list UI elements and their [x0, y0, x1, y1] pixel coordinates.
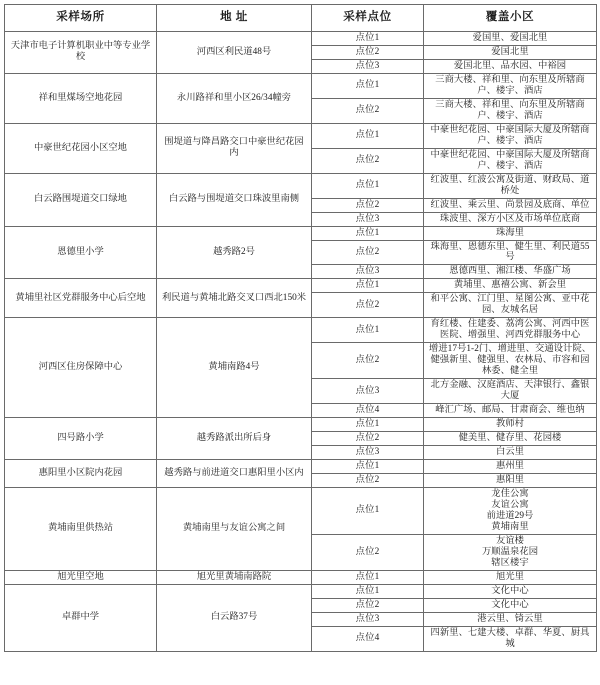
- sampling-point-cell: 点位1: [312, 73, 424, 98]
- table-row: [5, 73, 597, 98]
- column-header-place: 采样场所: [5, 5, 157, 32]
- sampling-place-cell: 卓群中学: [5, 584, 157, 651]
- sampling-point-cell: 点位3: [312, 59, 424, 73]
- coverage-community-cell: 北方金融、汉庭酒店、天津银行、鑫银大厦: [424, 379, 597, 404]
- coverage-community-cell: 文化中心: [424, 584, 597, 598]
- column-header-address: 地 址: [157, 5, 312, 32]
- coverage-community-cell: 爱国北里: [424, 45, 597, 59]
- sampling-point-cell: 点位3: [312, 379, 424, 404]
- coverage-community-cell: [424, 487, 597, 534]
- table-row: [5, 226, 597, 240]
- coverage-community-cell: 黄埔里、惠禧公寓、新会里: [424, 279, 597, 293]
- address-cell: 越秀路与前进道交口惠阳里小区内: [157, 459, 312, 487]
- sampling-point-cell: 点位1: [312, 459, 424, 473]
- sampling-point-cell: 点位2: [312, 198, 424, 212]
- coverage-community-cell: 和平公寓、江门里、星图公寓、亚中花园、友城名居: [424, 293, 597, 318]
- address-cell: 白云路与围堤道交口珠波里南侧: [157, 173, 312, 226]
- address-cell: 旭光里黄埔南路院: [157, 570, 312, 584]
- table-row: [5, 584, 597, 598]
- coverage-community-cell: 白云里: [424, 446, 597, 460]
- sampling-point-cell: 点位2: [312, 240, 424, 265]
- coverage-community-cell: 健美里、健存里、花园楼: [424, 432, 597, 446]
- address-cell: 黄埔南路4号: [157, 318, 312, 418]
- sampling-point-cell: 点位3: [312, 265, 424, 279]
- sampling-point-cell: 点位3: [312, 612, 424, 626]
- table-header: [5, 5, 597, 32]
- coverage-community-cell: 港云里、锜云里: [424, 612, 597, 626]
- sampling-point-cell: 点位1: [312, 487, 424, 534]
- sampling-point-cell: 点位2: [312, 473, 424, 487]
- sampling-point-cell: 点位1: [312, 584, 424, 598]
- address-cell: 白云路37号: [157, 584, 312, 651]
- address-cell: 永川路祥和里小区26/34幢旁: [157, 73, 312, 123]
- sampling-place-cell: 旭光里空地: [5, 570, 157, 584]
- column-header-coverage: 覆盖小区: [424, 5, 597, 32]
- coverage-community-cell: 育红楼、住建委、荔湾公寓、河西中医医院、增强里、河西党群服务中心: [424, 318, 597, 343]
- column-header-point: 采样点位: [312, 5, 424, 32]
- coverage-community-cell: 惠阳里: [424, 473, 597, 487]
- sampling-place-cell: 黄埔南里供热站: [5, 487, 157, 570]
- sampling-point-cell: 点位2: [312, 432, 424, 446]
- sampling-place-cell: 河西区住房保障中心: [5, 318, 157, 418]
- coverage-line: 龙佳公寓: [491, 488, 529, 499]
- sampling-point-cell: 点位1: [312, 570, 424, 584]
- table-row: [5, 570, 597, 584]
- address-cell: 河西区利民道48号: [157, 32, 312, 74]
- coverage-community-cell: 三商大楼、祥和里、向东里及所辖商户、楼宇、酒店: [424, 98, 597, 123]
- coverage-line: 万顺温泉花园: [481, 546, 539, 557]
- coverage-community-cell: 珠波里、深方小区及市场单位底商: [424, 212, 597, 226]
- coverage-community-cell: 增进17号1-2门、增进里、交通设计院、健强新里、健强里、农林局、市容和园林委、健全里: [424, 343, 597, 379]
- sampling-place-cell: 恩德里小学: [5, 226, 157, 279]
- table-row: [5, 123, 597, 148]
- sampling-point-cell: 点位1: [312, 32, 424, 46]
- sampling-point-cell: 点位4: [312, 404, 424, 418]
- coverage-community-cell: 中豪世纪花园、中豪国际大厦及所辖商户、楼宇、酒店: [424, 148, 597, 173]
- sampling-point-cell: 点位2: [312, 98, 424, 123]
- coverage-line: 黄埔南里: [491, 521, 529, 532]
- table-row: [5, 487, 597, 534]
- coverage-community-cell: 旭光里: [424, 570, 597, 584]
- coverage-line: 友谊公寓: [491, 499, 529, 510]
- coverage-community-cell: 珠海里、恩德东里、健生里、利民道55号: [424, 240, 597, 265]
- coverage-community-cell: [424, 534, 597, 570]
- address-cell: 越秀路派出所后身: [157, 418, 312, 460]
- sampling-place-cell: 四号路小学: [5, 418, 157, 460]
- coverage-community-cell: 四新里、七建大楼、卓群、华夏、厨具城: [424, 626, 597, 651]
- sampling-point-cell: 点位2: [312, 148, 424, 173]
- coverage-community-cell: 中豪世纪花园、中豪国际大厦及所辖商户、楼宇、酒店: [424, 123, 597, 148]
- address-cell: 围堤道与降昌路交口中豪世纪花园内: [157, 123, 312, 173]
- sampling-place-cell: 祥和里煤场空地花园: [5, 73, 157, 123]
- sampling-point-cell: 点位3: [312, 212, 424, 226]
- sampling-point-cell: 点位1: [312, 226, 424, 240]
- sampling-place-cell: 中豪世纪花园小区空地: [5, 123, 157, 173]
- sampling-point-cell: 点位2: [312, 293, 424, 318]
- coverage-community-cell: 爱国里、爱国北里: [424, 32, 597, 46]
- sampling-point-cell: 点位1: [312, 318, 424, 343]
- sampling-point-cell: 点位3: [312, 446, 424, 460]
- coverage-community-cell: 珠海里: [424, 226, 597, 240]
- address-cell: 利民道与黄埔北路交叉口西北150米: [157, 279, 312, 318]
- sampling-point-cell: 点位2: [312, 534, 424, 570]
- table-row: [5, 279, 597, 293]
- table-row: [5, 318, 597, 343]
- header-row: [5, 5, 597, 32]
- sampling-point-cell: 点位1: [312, 123, 424, 148]
- sampling-point-cell: 点位2: [312, 598, 424, 612]
- table-row: [5, 32, 597, 46]
- coverage-line: 友谊楼: [495, 535, 525, 546]
- table-row: [5, 459, 597, 473]
- table-body: [5, 32, 597, 652]
- sampling-place-cell: 白云路围堤道交口绿地: [5, 173, 157, 226]
- coverage-community-cell: 三商大楼、祥和里、向东里及所辖商户、楼宇、酒店: [424, 73, 597, 98]
- sampling-place-cell: 天津市电子计算机职业中等专业学校: [5, 32, 157, 74]
- coverage-community-cell: 教师村: [424, 418, 597, 432]
- sampling-point-cell: 点位1: [312, 173, 424, 198]
- coverage-line: 前进道29号: [486, 510, 534, 521]
- sampling-point-cell: 点位4: [312, 626, 424, 651]
- table-row: [5, 173, 597, 198]
- coverage-community-cell: 文化中心: [424, 598, 597, 612]
- sampling-point-cell: 点位2: [312, 343, 424, 379]
- sampling-point-cell: 点位1: [312, 279, 424, 293]
- address-cell: 黄埔南里与友谊公寓之间: [157, 487, 312, 570]
- sampling-place-cell: 惠阳里小区院内花园: [5, 459, 157, 487]
- address-cell: 越秀路2号: [157, 226, 312, 279]
- coverage-line: 辖区楼宇: [491, 557, 529, 568]
- coverage-community-cell: 峰汇广场、邮局、甘肃商会、维也纳: [424, 404, 597, 418]
- sampling-place-cell: 黄埔里社区党群服务中心后空地: [5, 279, 157, 318]
- coverage-community-cell: 红波里、红波公寓及街道、财政局、道桥处: [424, 173, 597, 198]
- coverage-community-cell: 惠州里: [424, 459, 597, 473]
- table-row: [5, 418, 597, 432]
- coverage-community-cell: 恩德西里、湘江楼、华盛广场: [424, 265, 597, 279]
- sampling-point-cell: 点位1: [312, 418, 424, 432]
- sampling-sites-table: [4, 4, 597, 652]
- coverage-community-cell: 爱国北里、品水园、中裕园: [424, 59, 597, 73]
- sampling-point-cell: 点位2: [312, 45, 424, 59]
- coverage-community-cell: 红波里、乘云里、尚景园及底商、单位: [424, 198, 597, 212]
